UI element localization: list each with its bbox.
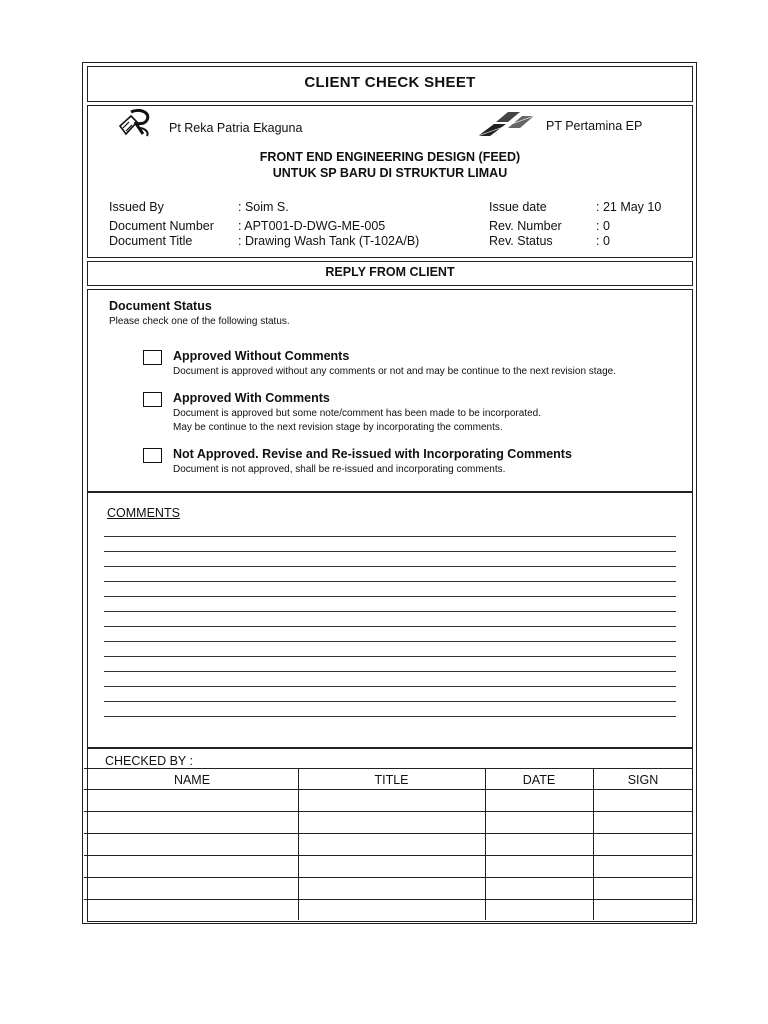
approved-without-comments-title: Approved Without Comments xyxy=(173,349,350,363)
column-header-sign: SIGN xyxy=(627,773,659,787)
approved-with-comments-desc-1: Document is approved but some note/comment has been made to be incorporated. xyxy=(173,408,541,419)
signoff-date-cells[interactable] xyxy=(486,790,592,898)
comment-line[interactable] xyxy=(104,581,676,582)
comment-line[interactable] xyxy=(104,701,676,702)
rev-status-label: Rev. Status xyxy=(489,234,553,248)
rev-status-value: : 0 xyxy=(596,234,610,248)
document-number-value: : APT001-D-DWG-ME-005 xyxy=(238,219,386,233)
document-title: CLIENT CHECK SHEET xyxy=(304,74,476,91)
comments-label: COMMENTS xyxy=(107,506,180,520)
issued-by-label: Issued By xyxy=(109,200,164,214)
issue-date-label: Issue date xyxy=(489,200,547,214)
project-title-line1: FRONT END ENGINEERING DESIGN (FEED) xyxy=(259,150,521,164)
approved-with-comments-checkbox[interactable] xyxy=(143,392,162,407)
signoff-title-cells[interactable] xyxy=(299,790,484,898)
comment-line[interactable] xyxy=(104,716,676,717)
comment-line[interactable] xyxy=(104,671,676,672)
signoff-sign-cells[interactable] xyxy=(594,790,692,898)
company-right-name: PT Pertamina EP xyxy=(546,119,643,133)
document-number-label: Document Number xyxy=(109,219,214,233)
rev-number-value: : 0 xyxy=(596,219,610,233)
not-approved-desc: Document is not approved, shall be re-issued and incorporating comments. xyxy=(173,464,506,475)
comment-line[interactable] xyxy=(104,596,676,597)
document-status-title: Document Status xyxy=(109,299,212,313)
signoff-row-border xyxy=(84,899,693,900)
column-header-title: TITLE xyxy=(374,773,409,787)
not-approved-checkbox[interactable] xyxy=(143,448,162,463)
comment-line[interactable] xyxy=(104,656,676,657)
document-title-value: : Drawing Wash Tank (T-102A/B) xyxy=(238,234,420,248)
comment-line[interactable] xyxy=(104,641,676,642)
pertamina-logo-icon xyxy=(478,108,534,138)
approved-with-comments-title: Approved With Comments xyxy=(173,391,330,405)
project-title-line2: UNTUK SP BARU DI STRUKTUR LIMAU xyxy=(272,166,508,180)
approved-with-comments-desc-2: May be continue to the next revision stage by incorporating the comments. xyxy=(173,422,503,433)
column-header-date: DATE xyxy=(522,773,556,787)
company-left-name: Pt Reka Patria Ekaguna xyxy=(169,121,303,135)
document-title-label: Document Title xyxy=(109,234,193,248)
comment-line[interactable] xyxy=(104,536,676,537)
column-header-name: NAME xyxy=(173,773,211,787)
checked-by-label: CHECKED BY : xyxy=(105,754,193,768)
signoff-name-cells[interactable] xyxy=(86,790,297,898)
comment-line[interactable] xyxy=(104,686,676,687)
rev-number-label: Rev. Number xyxy=(489,219,562,233)
comment-line[interactable] xyxy=(104,566,676,567)
signoff-table-top-border xyxy=(84,768,693,769)
approved-without-comments-desc: Document is approved without any comments or not and may be continue to the next revision stage. xyxy=(173,366,617,377)
reply-header: REPLY FROM CLIENT xyxy=(325,265,455,279)
document-status-instruction: Please check one of the following status. xyxy=(109,316,290,327)
comment-line[interactable] xyxy=(104,611,676,612)
not-approved-title: Not Approved. Revise and Re-issued with Incorporating Comments xyxy=(173,447,572,461)
reka-logo-icon xyxy=(117,108,157,140)
issued-by-value: : Soim S. xyxy=(238,200,289,214)
approved-without-comments-checkbox[interactable] xyxy=(143,350,162,365)
issue-date-value: : 21 May 10 xyxy=(596,200,662,214)
comment-line[interactable] xyxy=(104,626,676,627)
comment-line[interactable] xyxy=(104,551,676,552)
comments-section xyxy=(87,492,693,748)
